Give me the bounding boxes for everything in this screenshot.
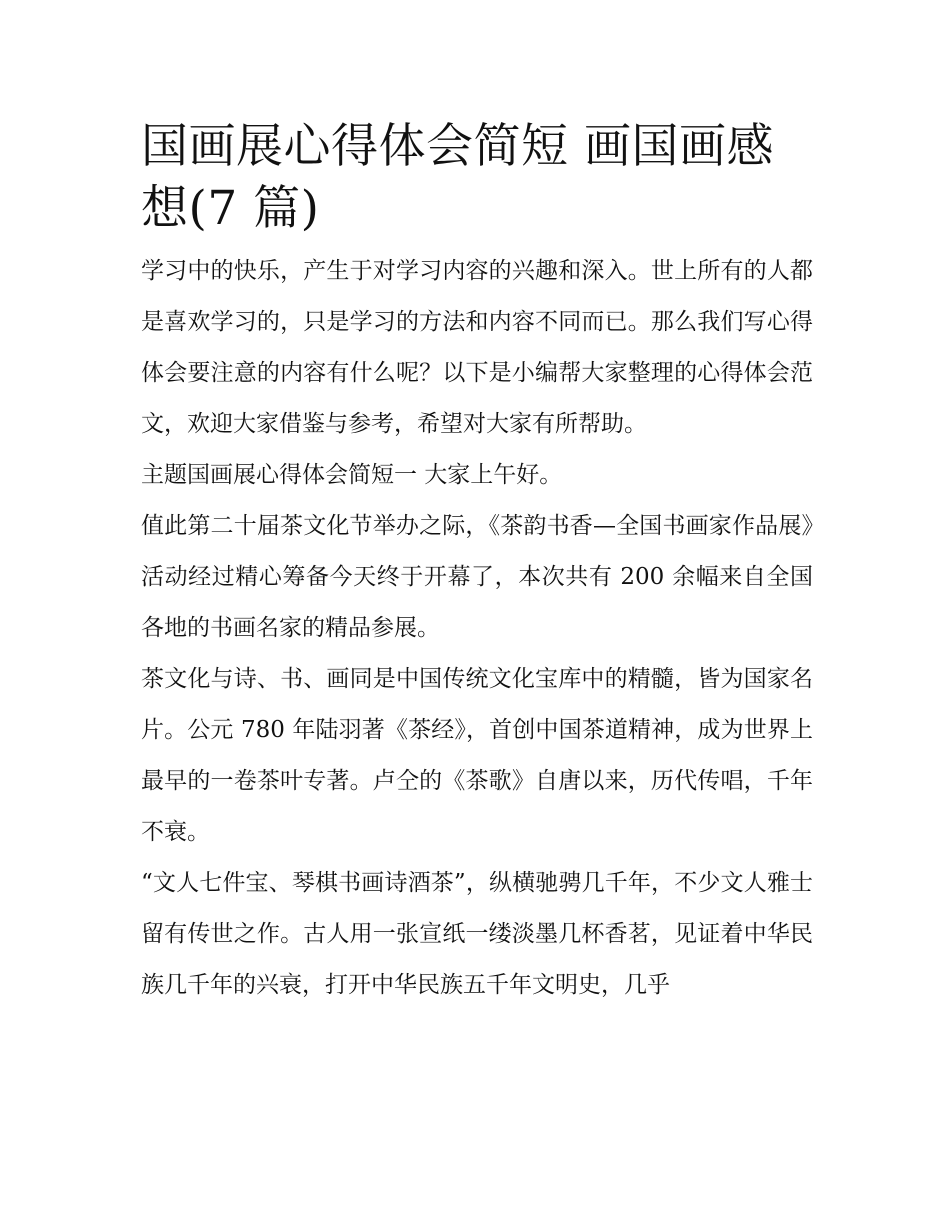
paragraph-tea-culture: 茶文化与诗、书、画同是中国传统文化宝库中的精髓，皆为国家名片。公元 780 年陆羽著《茶经》，首创中国茶道精神，成为世界上最早的一卷茶叶专著。卢仝的《茶歌》自唐以来，历代传唱，千年不衰。 [141,666,813,845]
document-body [141,116,813,1011]
paragraph-literati: “文人七件宝、琴棋书画诗酒茶”，纵横驰骋几千年，不少文人雅士留有传世之作。古人用一张宣纸一缕淡墨几杯香茗，见证着中华民族几千年的兴衰，打开中华民族五千年文明史，几乎 [141,870,813,998]
document-title: 国画展心得体会简短 画国画感 想(7 篇) [141,119,774,236]
paragraph-exhibition-opening: 值此第二十届茶文化节举办之际，《茶韵书香—全国书画家作品展》活动经过精心筹备今天终于开幕了，本次共有 200 余幅来自全国各地的书画名家的精品参展。 [141,513,813,641]
paragraph-intro: 学习中的快乐，产生于对学习内容的兴趣和深入。世上所有的人都是喜欢学习的，只是学习的方法和内容不同而已。那么我们写心得体会要注意的内容有什么呢？以下是小编帮大家整理的心得体会范文，欢迎大家借鉴与参考，希望对大家有所帮助。 [141,258,813,437]
paragraph-section-heading: 主题国画展心得体会简短一 大家上午好。 [141,462,563,488]
